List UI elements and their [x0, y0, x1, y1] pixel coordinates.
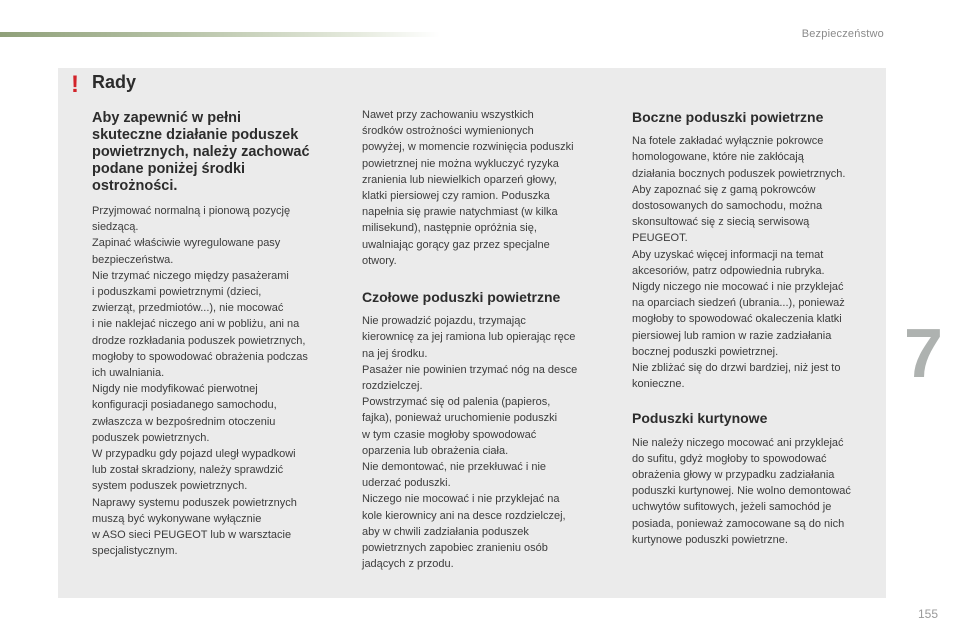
curtain-airbags-text: Nie należy niczego mocować ani przyklejać do sufitu, gdyż mogłoby to spowodować obrażenia głowy w przypadku zadziałania poduszki kurtynowej. Nie wolno demontować uchwytów sufitowych, jeżeli samochód je posiada, ponieważ zamocowane są do nich kurtynowe poduszki powietrzne. — [632, 436, 851, 546]
warning-icon: ! — [71, 71, 79, 98]
section-title: Bezpieczeństwo — [801, 28, 884, 40]
column-front-airbags — [362, 107, 612, 572]
column-general-precautions — [92, 110, 342, 559]
header-accent-bar — [0, 32, 440, 37]
panel-title: Rady — [92, 72, 137, 92]
chapter-number: 7 — [904, 314, 943, 392]
front-airbags-heading: Czołowe poduszki powietrzne — [362, 289, 561, 306]
general-precautions-heading: Aby zapewnić w pełni skuteczne działanie poduszek powietrznych, należy zachować podane poniżej środki ostrożności. — [92, 110, 310, 194]
page-number: 155 — [917, 607, 938, 621]
curtain-airbags-heading: Poduszki kurtynowe — [632, 410, 768, 427]
side-airbags-text: Na fotele zakładać wyłącznie pokrowce homologowane, które nie zakłócają działania bocznych poduszek powietrznych. Aby zapoznać się z gamą pokrowców dostosowanych do samochodu, można skonsultować się z siecią serwisową PEUGEOT. Aby uzyskać więcej informacji na temat akcesoriów, patrz odpowiednia rubryka. Nigdy niczego nie mocować i nie przyklejać na oparciach siedzeń (ubrania...), ponieważ mogłoby to spowodować okaleczenia klatki piersiowej lub ramion w razie zadziałania bocznej poduszki powietrznej. Nie zbliżać się do drzwi bardziej, niż jest to konieczne. — [632, 135, 846, 391]
side-airbags-heading: Boczne poduszki powietrzne — [632, 109, 824, 125]
injury-risk-text: Nawet przy zachowaniu wszystkich środków ostrożności wymienionych powyżej, w momencie rozwinięcia poduszki powietrznej nie można wykluczyć ryzyka zranienia lub niewielkich oparzeń głowy, klatki piersiowej czy ramion. Poduszka napełnia się prawie natychmiast (w kilka milisekund), następnie opróżnia się, uwalniając gorący gaz przez specjalne otwory. — [362, 109, 574, 267]
column-side-curtain-airbags — [632, 107, 884, 548]
front-airbags-text: Nie prowadzić pojazdu, trzymając kierownicę za jej ramiona lub opierając ręce na jej środku. Pasażer nie powinien trzymać nóg na desce rozdzielczej. Powstrzymać się od palenia (papieros, fajka), ponieważ uruchomienie poduszki w tym czasie mogłoby spowodować oparzenia lub obrażenia ciała. Nie demontować, nie przekłuwać i nie uderzać poduszki. Niczego nie mocować i nie przyklejać na kole kierownicy ani na desce rozdzielczej, aby w chwili zadziałania poduszek powietrznych zapobiec zranieniu osób jadących z przodu. — [362, 315, 578, 571]
general-precautions-text: Przyjmować normalną i pionową pozycję siedzącą. Zapinać właściwie wyregulowane pasy bezpieczeństwa. Nie trzymać niczego między pasażerami i poduszkami powietrznymi (dzieci, zwierząt, przedmiotów...), nie mocować i nie naklejać niczego ani w pobliżu, ani na drodze rozkładania poduszek powietrznych, mogłoby to spowodować obrażenia podczas ich uwalniania. Nigdy nie modyfikować pierwotnej konfiguracji posiadanego samochodu, zwłaszcza w bezpośrednim otoczeniu poduszek powietrznych. W przypadku gdy pojazd uległ wypadkowi lub został skradziony, należy sprawdzić system poduszek powietrznych. Naprawy systemu poduszek powietrznych muszą być wykonywane wyłącznie w ASO sieci PEUGEOT lub w warsztacie specjalistycznym. — [92, 205, 308, 558]
